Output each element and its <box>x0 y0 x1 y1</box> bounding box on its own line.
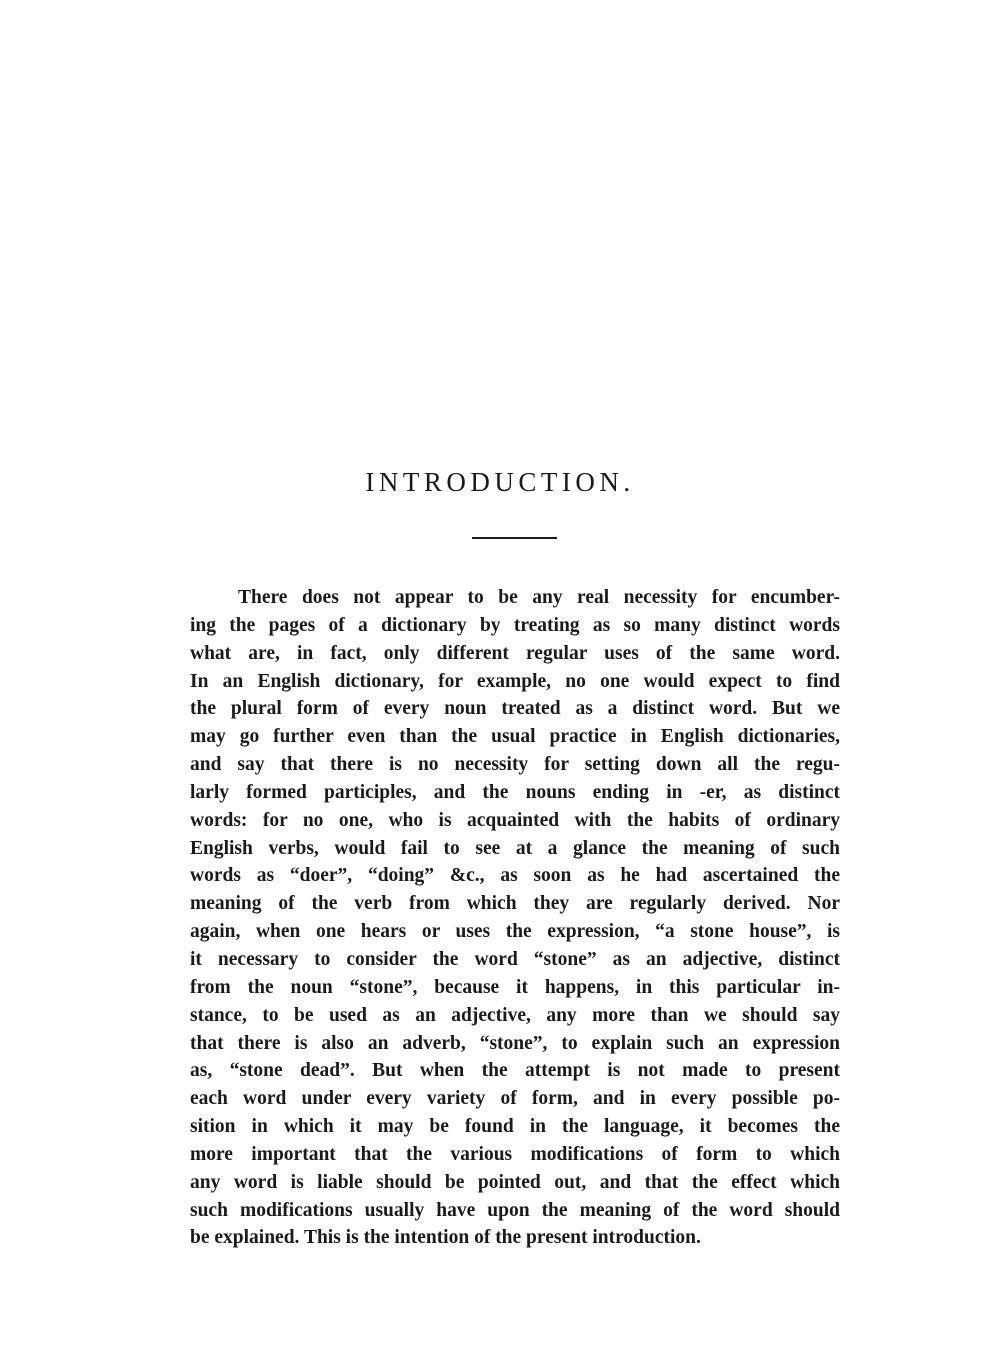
paragraph-line: words as “doer”, “doing” &c., as soon as he had ascertained the <box>190 865 840 887</box>
paragraph-line: may go further even than the usual practice in English dictionaries, <box>190 726 840 748</box>
paragraph-line: and say that there is no necessity for setting down all the regu- <box>190 754 840 776</box>
paragraph-line: be explained. This is the intention of the present introduction. <box>190 1227 701 1249</box>
paragraph-line: any word is liable should be pointed out, and that the effect which <box>190 1171 840 1193</box>
paragraph-line: sition in which it may be found in the language, it becomes the <box>190 1116 840 1138</box>
paragraph-line: that there is also an adverb, “stone”, to explain such an expression <box>190 1032 840 1054</box>
paragraph-line: each word under every variety of form, and in every possible po- <box>190 1088 840 1110</box>
paragraph-line: the plural form of every noun treated as a distinct word. But we <box>190 698 840 720</box>
paragraph-line: as, “stone dead”. But when the attempt is not made to present <box>190 1060 840 1082</box>
paragraph-line: English verbs, would fail to see at a glance the meaning of such <box>190 837 840 859</box>
paragraph-line: words: for no one, who is acquainted with the habits of ordinary <box>190 809 840 831</box>
paragraph-line: In an English dictionary, for example, no one would expect to find <box>190 670 840 692</box>
paragraph-line: such modifications usually have upon the meaning of the word should <box>190 1199 840 1221</box>
paragraph-line: from the noun “stone”, because it happens, in this particular in- <box>190 976 840 998</box>
paragraph-line: more important that the various modifications of form to which <box>190 1143 840 1165</box>
paragraph-line: what are, in fact, only different regular uses of the same word. <box>190 642 840 664</box>
paragraph-line: There does not appear to be any real necessity for encumber- <box>238 587 840 608</box>
page-title: INTRODUCTION. <box>365 467 635 497</box>
paragraph-line: it necessary to consider the word “stone” as an adjective, distinct <box>190 948 840 970</box>
title-rule <box>472 537 557 539</box>
paragraph-line: larly formed participles, and the nouns ending in -er, as distinct <box>190 781 840 803</box>
paragraph-line: meaning of the verb from which they are regularly derived. Nor <box>190 893 840 915</box>
paragraph-line: again, when one hears or uses the expression, “a stone house”, is <box>190 921 840 943</box>
paragraph-line: stance, to be used as an adjective, any more than we should say <box>190 1004 840 1026</box>
paragraph-line: ing the pages of a dictionary by treating as so many distinct words <box>190 614 840 636</box>
introduction-paragraph <box>190 584 840 1252</box>
